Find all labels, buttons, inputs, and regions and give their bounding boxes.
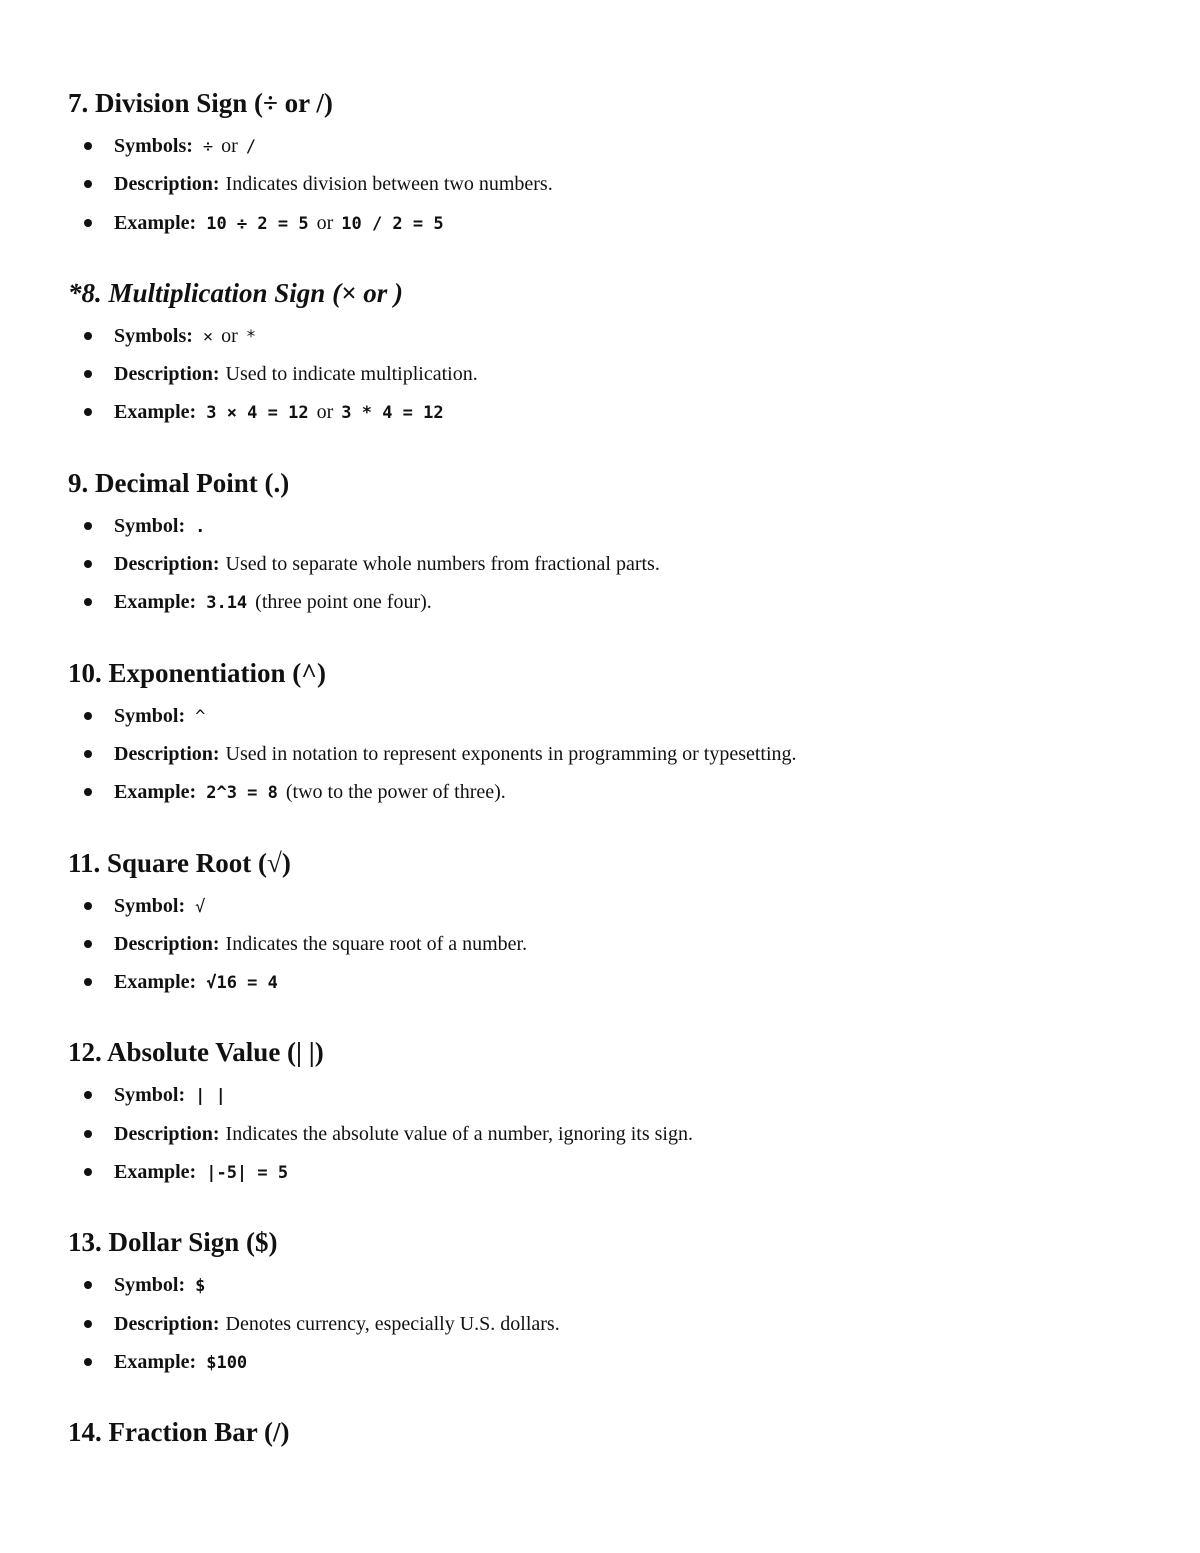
item-label: Description: (114, 363, 220, 386)
bullet-icon (84, 522, 92, 530)
item-label: Description: (114, 173, 220, 196)
section-heading: 7. Division Sign (÷ or /) (68, 88, 333, 118)
example-code: |-5| = 5 (206, 1163, 289, 1184)
item-label: Example: (114, 971, 197, 994)
list-item-symbol (68, 697, 1148, 735)
list-item-symbol (68, 1266, 1148, 1304)
list-item-example (68, 204, 1148, 242)
or-word: or (316, 401, 334, 424)
section-fraction-bar (68, 1411, 1148, 1453)
item-text: Used in notation to represent exponents in programming or typesetting. (225, 742, 797, 765)
section-decimal-point (68, 462, 1148, 622)
item-label: Description: (114, 1312, 220, 1335)
list-item-example (68, 963, 1148, 1001)
section-absolute-value (68, 1031, 1148, 1191)
list-item-example (68, 1343, 1148, 1381)
bullet-icon (84, 1091, 92, 1099)
example-code: 10 / 2 = 5 (341, 213, 444, 234)
bullet-icon (84, 408, 92, 416)
list-item-description (68, 925, 1148, 963)
symbol-code: × (202, 326, 214, 347)
item-label: Description: (114, 1122, 220, 1145)
list-item-description (68, 355, 1148, 393)
symbol-code: | | (195, 1086, 226, 1107)
list-item-description (68, 165, 1148, 203)
list-item-example (68, 583, 1148, 621)
example-code: 2^3 = 8 (206, 783, 278, 804)
bullet-list (68, 507, 1148, 622)
section-multiplication-sign (68, 272, 1148, 432)
symbol-code: √ (195, 896, 206, 917)
list-item-description (68, 1115, 1148, 1153)
item-label: Symbols: (114, 324, 193, 347)
item-label: Symbol: (114, 894, 186, 917)
item-text: Used to separate whole numbers from fractional parts. (225, 553, 660, 576)
example-code: 3 × 4 = 12 (206, 403, 309, 424)
bullet-icon (84, 219, 92, 227)
bullet-icon (84, 598, 92, 606)
item-label: Example: (114, 591, 197, 614)
bullet-icon (84, 788, 92, 796)
section-division-sign (68, 82, 1148, 242)
symbol-code: ÷ (202, 137, 214, 157)
or-word: or (221, 135, 238, 157)
item-label: Example: (114, 1350, 197, 1373)
bullet-icon (84, 1281, 92, 1289)
item-text: Indicates the square root of a number. (225, 932, 528, 955)
item-label: Description: (114, 742, 220, 765)
bullet-icon (84, 370, 92, 378)
example-code: $100 (206, 1352, 248, 1373)
example-code: √16 = 4 (206, 973, 278, 994)
bullet-icon (84, 750, 92, 758)
bullet-list (68, 1076, 1148, 1191)
list-item-example (68, 393, 1148, 431)
section-square-root (68, 842, 1148, 1002)
section-heading: 9. Decimal Point (.) (68, 467, 290, 498)
section-heading: 12. Absolute Value (| |) (68, 1037, 324, 1068)
or-word: or (316, 211, 334, 234)
section-heading: *8. Multiplication Sign (× or ) (68, 277, 403, 308)
item-label: Symbols: (114, 135, 193, 157)
section-heading: 13. Dollar Sign ($) (68, 1227, 278, 1258)
item-label: Example: (114, 1161, 197, 1184)
bullet-icon (84, 1168, 92, 1176)
bullet-list (68, 127, 1148, 242)
or-word: or (221, 324, 238, 347)
bullet-icon (84, 712, 92, 720)
item-label: Example: (114, 781, 197, 804)
bullet-list (68, 887, 1148, 1002)
item-label: Example: (114, 211, 197, 234)
bullet-icon (84, 142, 92, 150)
example-code: 3 * 4 = 12 (341, 403, 444, 424)
item-text: Denotes currency, especially U.S. dollars. (225, 1312, 560, 1335)
item-label: Description: (114, 932, 220, 955)
list-item-example (68, 1153, 1148, 1191)
bullet-icon (84, 978, 92, 986)
item-label: Symbol: (114, 514, 186, 537)
section-exponentiation (68, 652, 1148, 812)
list-item-symbol (68, 887, 1148, 925)
symbol-code: ^ (195, 706, 206, 727)
item-label: Example: (114, 401, 197, 424)
item-label: Description: (114, 553, 220, 576)
bullet-icon (84, 1130, 92, 1138)
symbol-code: $ (195, 1276, 206, 1297)
bullet-icon (84, 332, 92, 340)
item-text: Used to indicate multiplication. (225, 363, 478, 386)
bullet-icon (84, 1358, 92, 1366)
list-item-symbols (68, 127, 1148, 165)
bullet-icon (84, 940, 92, 948)
bullet-icon (84, 902, 92, 910)
example-note: (two to the power of three). (285, 781, 506, 804)
section-heading: 14. Fraction Bar (/) (68, 1417, 290, 1448)
item-text: Indicates the absolute value of a number, ignoring its sign. (225, 1122, 693, 1145)
symbol-code: * (245, 326, 257, 347)
section-heading: 11. Square Root (√) (68, 847, 291, 878)
list-item-description (68, 545, 1148, 583)
symbol-code: / (245, 137, 257, 157)
bullet-icon (84, 180, 92, 188)
item-label: Symbol: (114, 1084, 186, 1107)
example-code: 3.14 (206, 593, 248, 614)
bullet-list (68, 1266, 1148, 1381)
bullet-icon (84, 1320, 92, 1328)
section-dollar-sign (68, 1221, 1148, 1381)
example-note: (three point one four). (255, 591, 432, 614)
list-item-description (68, 735, 1148, 773)
bullet-list (68, 697, 1148, 812)
document-page (68, 82, 1148, 1456)
item-label: Symbol: (114, 704, 186, 727)
item-label: Symbol: (114, 1274, 186, 1297)
bullet-list (68, 317, 1148, 432)
list-item-example (68, 773, 1148, 811)
list-item-symbol (68, 1076, 1148, 1114)
item-text: Indicates division between two numbers. (225, 173, 553, 196)
list-item-symbols (68, 317, 1148, 355)
symbol-code: . (195, 516, 206, 537)
list-item-description (68, 1305, 1148, 1343)
example-code: 10 ÷ 2 = 5 (206, 213, 309, 234)
section-heading: 10. Exponentiation (^) (68, 657, 326, 688)
list-item-symbol (68, 507, 1148, 545)
bullet-icon (84, 560, 92, 568)
